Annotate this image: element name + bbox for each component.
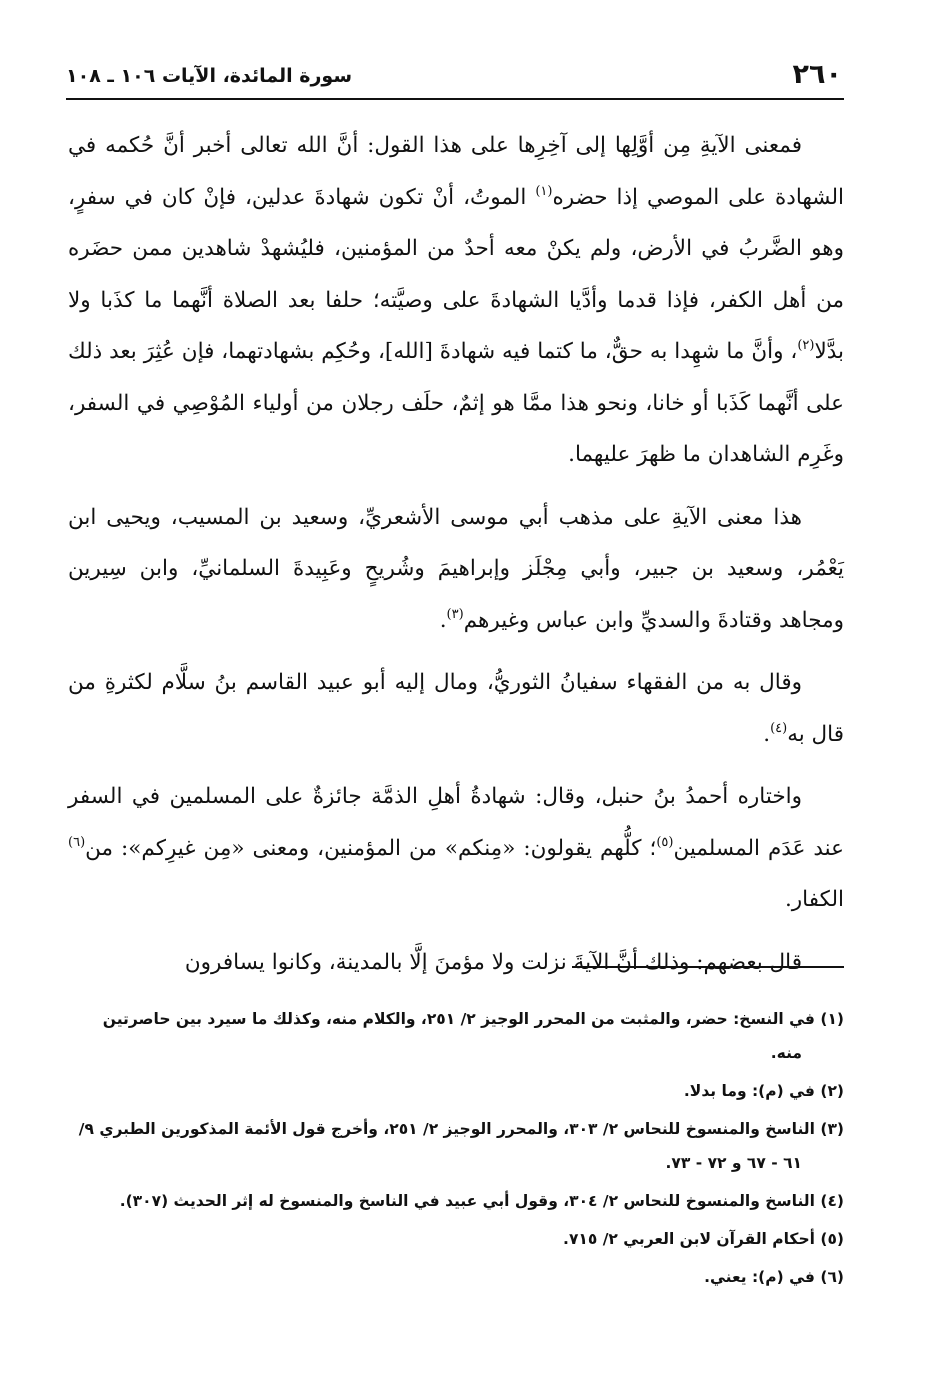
footnote-text: الناسخ والمنسوخ للنحاس ٢/ ٣٠٤، وقول أبي عبيد في الناسخ والمنسوخ له إثر الحديث (٣٠٧).: [119, 1192, 815, 1210]
paragraph-text: الموتُ، أنْ تكون شهادةَ عدلين، فإنْ كان في سفرٍ، وهو الضَّربُ في الأرض، ولم يكنْ معه أحدٌ من المؤمنين، فليُشهدْ شاهدين ممن حضَره من أهل الكفر، فإذا قدما وأدَّيا الشهادةَ على وصيَّته؛ حلفا بعد الصلاة أنَّهما ما كذَبا ولا بدَّلا: [68, 184, 844, 364]
footnote-text: أحكام القرآن لابن العربي ٢/ ٧١٥.: [563, 1230, 815, 1248]
paragraph-text: فمعنى الآيةِ مِن أوَّلِها إلى آخِرِها على هذا القول: أنَّ الله تعالى أخبر أنَّ حُكمه في الشهادة على الموصي إذا حضره: [68, 133, 845, 210]
footnote-number: (٣): [820, 1120, 844, 1138]
paragraph: [68, 771, 844, 926]
footnote-marker: (٤): [770, 720, 788, 736]
footnote-number: (٥): [820, 1230, 844, 1248]
paragraph-text: .: [763, 721, 771, 747]
footnote: [68, 1002, 844, 1070]
running-title: سورة المائدة، الآيات ١٠٦ ـ ١٠٨: [66, 65, 353, 87]
paragraph: [68, 120, 844, 481]
paragraph-text: واختاره أحمدُ بنُ حنبل، وقال: شهادةُ أهلِ الذمَّة جائزةٌ على المسلمين في السفر عند عَدَم المسلمين: [68, 784, 844, 861]
footnote-number: (٤): [820, 1192, 844, 1210]
footnote-number: (٢): [820, 1082, 844, 1100]
paragraph-text: ؛ كلُّهم يقولون: «مِنكم» من المؤمنين، ومعنى «مِن غيرِكم»: من: [85, 835, 657, 861]
paragraph-text: .: [439, 607, 447, 633]
paragraph: [68, 657, 844, 760]
footnote-number: (٦): [820, 1268, 844, 1286]
paragraph: [68, 937, 844, 989]
footnote-marker: (٦): [68, 834, 86, 850]
page-header: [66, 58, 842, 100]
footnote-marker: (١): [535, 183, 553, 199]
footnote-separator: [572, 966, 844, 968]
footnotes: [68, 1002, 844, 1298]
page-number: ٢٦٠: [792, 59, 842, 90]
paragraph: [68, 492, 844, 647]
footnote-marker: (٥): [656, 834, 674, 850]
paragraph-text: قال بعضهم: وذلك أنَّ الآيةَ نزلت ولا مؤمنَ إلَّا بالمدينة، وكانوا يسافرون: [184, 949, 802, 975]
footnote-number: (١): [820, 1010, 844, 1028]
footnote: [68, 1260, 844, 1294]
header-rule: [66, 98, 844, 100]
footnote: [68, 1184, 844, 1218]
footnote-text: في النسخ: حضر، والمثبت من المحرر الوجيز ٢/ ٢٥١، والكلام منه، وكذلك ما سيرد بين حاصرتين منه.: [102, 1010, 815, 1062]
footnote: [68, 1222, 844, 1256]
paragraph-text: وقال به من الفقهاء سفيانُ الثوريُّ، ومال إليه أبو عبيد القاسم بنُ سلَّام لكثرةِ من قال به: [68, 670, 844, 747]
footnote-marker: (٢): [797, 338, 815, 353]
footnote-text: الناسخ والمنسوخ للنحاس ٢/ ٣٠٣، والمحرر الوجيز ٢/ ٢٥١، وأخرج قول الأئمة المذكورين الطبري ٩/ ٦١ - ٦٧ و ٧٢ - ٧٣.: [78, 1120, 815, 1172]
footnote-text: في (م): يعني.: [704, 1268, 815, 1286]
paragraph-text: الكفار.: [784, 887, 844, 912]
footnote-text: في (م): وما بدلا.: [683, 1082, 815, 1100]
paragraph-text: ، وأنَّ ما شهِدا به حقٌّ، ما كتما فيه شهادةَ [الله]، وحُكِم بشهادتهما، فإن عُثِرَ بعد ذلك على أنَّهما كَذَبا أو خانا، ونحو هذا ممَّا هو إثمٌ، حلَف رجلان من أولياء المُوْصِي في السفر، وغَرِم الشاهدان ما ظهرَ عليهما.: [68, 339, 844, 467]
footnote: [68, 1074, 844, 1108]
footnote-marker: (٣): [446, 606, 464, 622]
footnote: [68, 1112, 844, 1180]
main-text: [68, 120, 844, 999]
paragraph-text: هذا معنى الآيةِ على مذهب أبي موسى الأشعريِّ، وسعيد بن المسيب، ويحيى ابن يَعْمُر، وسعيد بن جبير، وأبي مِجْلَز وإبراهيمَ وشُريحٍ وعَبِيدةَ السلمانيِّ، وابن سِيرين ومجاهد وقتادةَ والسديِّ وابن عباس وغيرهم: [68, 504, 844, 633]
